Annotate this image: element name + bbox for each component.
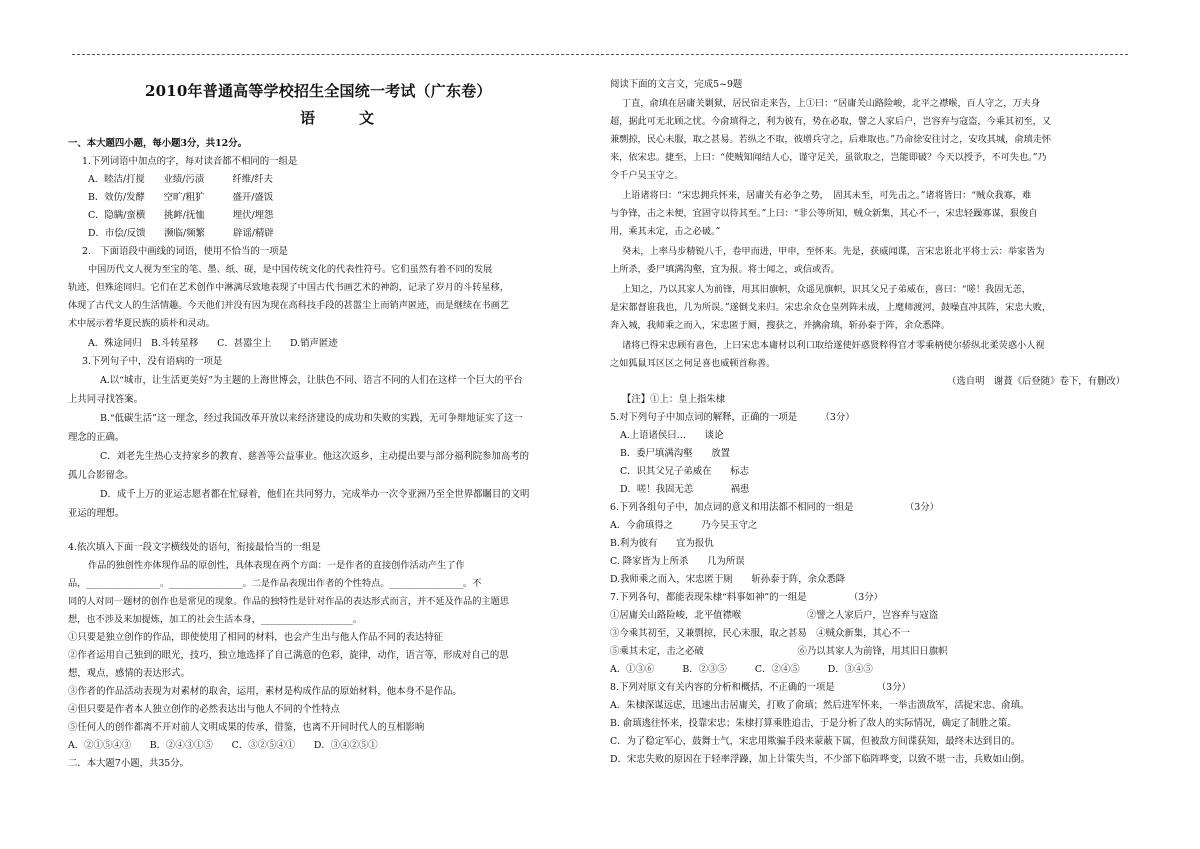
options-7: A．①③⑥ B．②③⑤ C．②④⑤ D．③④⑤ [610, 664, 873, 675]
passage-line: 用，乘其未定，击之必破。” [610, 226, 721, 237]
option-8c: C．为了稳定军心，鼓舞士气，宋忠用欺骗手段来蒙蔽下属，但被敌方间谍获知，最终未达到目的。 [610, 736, 1021, 747]
option-5d: D．嗟！我固无恙 祸患 [620, 484, 750, 495]
subject-char-2: 文 [359, 109, 375, 127]
passage-line: 奔入城，我师乘之而入，宋忠匿于厕，搜获之，并擒俞瑱，斩孙泰于阵，余众悉降。 [610, 320, 950, 331]
choice-2-cont: 想，观点，感情的表达形式。 [68, 668, 190, 679]
option-8d: D．宋忠失败的原因在于轻率浮躁，加上计策失当，不少部下临阵哗变，以致不堪一击，兵败如山倒。 [610, 754, 1031, 765]
option-6c: C. 降家皆为上所杀 几为所误 [610, 556, 745, 567]
source-note: （选自明 谢蕡《后登随》卷下，有删改） [947, 376, 1126, 387]
section-2-heading: 二．本大题7小题，共35分。 [68, 758, 190, 769]
option-5a: A.上语诸侯曰… 谈论 [620, 430, 724, 441]
passage-line: 体现了古代文人的生活情趣。今天他们并没有因为现在高科技手段的甚嚣尘上而销声匿迹，而是继续在书画艺 [68, 300, 509, 311]
option-5c: C．识其父兄子弟威在 标志 [620, 466, 750, 477]
options-4: A．②①⑤④③ B．②④③①⑤ C．③②⑤④① D．③④②⑤① [68, 740, 378, 751]
question-4: 4.依次填入下面一段文字横线处的语句，衔接最恰当的一组是 [68, 542, 321, 553]
option-3a: A.以“城市，让生活更美好”为主题的上海世博会，让肤色不同、语言不同的人们在这样一个巨大的平台 [100, 375, 523, 386]
question-8: 8.下列对原文有关内容的分析和概括，不正确的一项是 （3分） [610, 682, 911, 693]
option-3d-cont: 亚运的理想。 [68, 508, 125, 519]
question-7: 7.下列各句，都能表现朱棣“料事如神”的一组是 （3分） [610, 592, 883, 603]
option-1b: B．效仿/发酵 空旷/粗犷 盛开/盛饭 [88, 192, 274, 203]
passage-line: 中国历代文人视为至宝的笔、墨、纸、砚，是中国传统文化的代表性符号。它们虽然有着不同的发展 [88, 264, 493, 275]
passage-line: 术中展示着华夏民族的质朴和灵动。 [68, 318, 215, 329]
exam-title: 2010年普通高等学校招生全国统一考试（广东卷） [145, 82, 492, 100]
passage-line: 超，据此可无北顾之忧。今俞瑱得之，利为彼有，势在必取，譬之人家后户，岂容弃与寇盗，今乘其初至，又 [610, 116, 1051, 127]
options-2: A．殊途同归 B.斗转星移 C．甚嚣尘上 D.销声匿迹 [88, 338, 338, 349]
passage-line: 上知之，乃以其家人为前锋，用其旧旗帜，众遥见旗帜，识其父兄子弟威在，喜曰：“嗟！我固无恙， [622, 284, 1031, 295]
option-3a-cont: 上共同寻找答案。 [68, 394, 144, 405]
option-3d: D．成千上万的亚运志愿者都在忙碌着，他们在共同努力，完成举办一次令亚洲乃至全世界都瞩目的文明 [100, 489, 530, 500]
choice-1: ①只要是独立创作的作品，即使使用了相同的材料，也会产生出与他人作品不同的表达特征 [68, 632, 444, 643]
passage-line: 是宋都督诳我也，几为所误。”遂倒戈来归。宋忠余众仓皇列阵未成，上麾师渡河，鼓噪直冲其阵，宋忠大败， [610, 302, 1052, 313]
passage-line: 与争锋，击之未便，宜固守以待其至。”上曰：“非公等所知，贼众新集，其心不一，宋忠轻躁寡谋，狠俊自 [610, 208, 1038, 219]
passage-line: 诸将已得宋忠顾有喜色，上曰宋忠本庸材以利口取给遂使奸惑贤粹得官才零乘柄使尔骄纵北柔荧惑小人视 [622, 340, 1045, 351]
passage-line: 上语诸将曰：“宋忠拥兵怀来，居庸关有必争之势， 固其未至，可先击之。”诸将皆曰：“贼众我寡，难 [622, 190, 1032, 201]
passage-line: 之如狐鼠耳区区之何足喜也威顿首称善。 [610, 358, 776, 369]
items-7-row3: ⑤乘其未定，击之必破 ⑥乃以其家人为前锋，用其旧日旗帜 [610, 646, 948, 657]
passage-line: 来，依宋忠。捷至，上曰：“使贼知闻结人心，谨守足关，虽欲取之，岂能即破？今天以授予，不可失也。”乃 [610, 152, 1047, 163]
question-1: 1.下列词语中加点的字，每对读音都不相同的一组是 [82, 156, 298, 167]
choice-5: ⑤任何人的创作都离不开对前人文明成果的传承，借鉴，也离不开同时代人的互相影响 [68, 722, 425, 733]
choice-3: ③作者的作品活动表现为对素材的取舍，运用，素材是构成作品的原始材料，他本身不是作品。 [68, 686, 462, 697]
choice-4: ④但只要是作者本人独立创作的必然表达出与他人不同的个性特点 [68, 704, 340, 715]
passage-line: 品，________________。________________。二是作品表现出作者的个性特点。________________。不 [68, 578, 482, 589]
option-1a: A．睦洁/打搅 业绩/污渍 纤维/纤夫 [88, 174, 273, 185]
option-6d: D.我师乘之而入，宋忠匿于厕 斩孙泰于阵，余众悉降 [610, 574, 846, 585]
question-6: 6.下列各组句子中，加点词的意义和用法都不相同的一组是 （3分） [610, 502, 939, 513]
option-3b: B.“低碳生活”这一理念，经过我国改革开放以来经济建设的成功和失败的实践，无可争辩地证实了这一 [100, 413, 523, 424]
subject-char-1: 语 [300, 109, 316, 127]
choice-2: ②作者运用自己独到的眼光，技巧，独立地选择了自己满意的色彩，旋律，动作，语言等，形成对自己的思 [68, 650, 509, 661]
section-heading: 一、本大题四小题，每小题3分，共12分。 [68, 138, 247, 149]
question-5: 5.对下列句子中加点词的解释，正确的一项是 （3分） [610, 412, 855, 423]
passage-line: 上所杀，委尸填满沟壑，宜为报。将士闻之，或信或否。 [610, 264, 840, 275]
passage-line: 同的人对同一题材的创作也是常见的现象。作品的独特性是针对作品的表达形式而言，并不延及作品的主题思 [68, 596, 509, 607]
passage-line: 兼剽掠，民心未服，取之甚易。若纵之不取，彼增兵守之，后难取也。”乃命徐安往讨之，安攻其城，俞瑱走怀 [610, 134, 1052, 145]
question-3: 3.下列句子中，没有语病的一项是 [82, 356, 223, 367]
option-8a: A．朱棣深谋远虑，迅速出击居庸关，打败了俞瑱；然后进军怀来，一举击溃敌军，活捉宋忠、俞瑱。 [610, 700, 1030, 711]
option-3c-cont: 孤儿合影留念。 [68, 470, 134, 481]
passage-line: 作品的独创性亦体现作品的原创性，具体表现在两个方面：一是作者的直接创作活动产生了作 [88, 560, 465, 571]
option-3c: C．刘老先生热心支持家乡的教育、慈善等公益事业。他这次返乡，主动提出要与部分福利院参加高考的 [100, 451, 530, 462]
items-7-row1: ①居庸关山路险峻，北平值襟喉 ②譬之人家后户，岂容弃与寇盗 [610, 610, 939, 621]
footnote: 【注】①上：皇上指朱棣 [622, 394, 726, 405]
option-6b: B.利为彼有 宜为报仇 [610, 538, 714, 549]
items-7-row2: ③今乘其初至，又兼剽掠，民心未服，取之甚易 ④贼众新集，其心不一 [610, 628, 911, 639]
reading-intro: 阅读下面的文言文，完成5~9题 [610, 79, 743, 90]
passage-line: 癸未，上率马步精锐八千，卷甲而进，甲申，至怀来。先是，获威闻谍，言宋忠诳北平将士云：举家皆为 [622, 246, 1045, 257]
option-5b: B．委尸填满沟壑 放置 [620, 448, 731, 459]
option-3b-cont: 理念的正确。 [68, 432, 125, 443]
passage-line: 丁直，俞瑱在居庸关剿狱，居民宿走来告，上①曰：“居庸关山路险峻，北平之襟喉，百人守之，万夫身 [622, 98, 1041, 109]
option-8b: B. 俞瑱逃往怀来，投靠宋忠；朱棣打算乘胜追击，于是分析了敌人的实际情况，确定了制胜之策。 [610, 718, 1017, 729]
passage-line: 想，也不涉及来加提炼，加工的社会生活本身，____________________。 [68, 614, 362, 625]
passage-line: 令千户吴玉守之。 [610, 170, 684, 181]
option-1c: C．隐瞒/蛮横 挑衅/抚恤 埋伏/埋怨 [88, 210, 274, 221]
top-divider [72, 54, 1128, 55]
option-6a: A．今俞瑱得之 乃今吴玉守之 [610, 520, 758, 531]
question-2: 2. 下面语段中画线的词语，使用不恰当的一项是 [82, 246, 288, 257]
passage-line: 轨迹，但殊途同归。它们在艺术创作中淋漓尽致地表现了中国古代书画艺术的神韵，记录了岁月的斗转星移， [68, 282, 509, 293]
option-1d: D．市侩/反馈 濒临/频繁 辟谣/精辟 [88, 228, 274, 239]
